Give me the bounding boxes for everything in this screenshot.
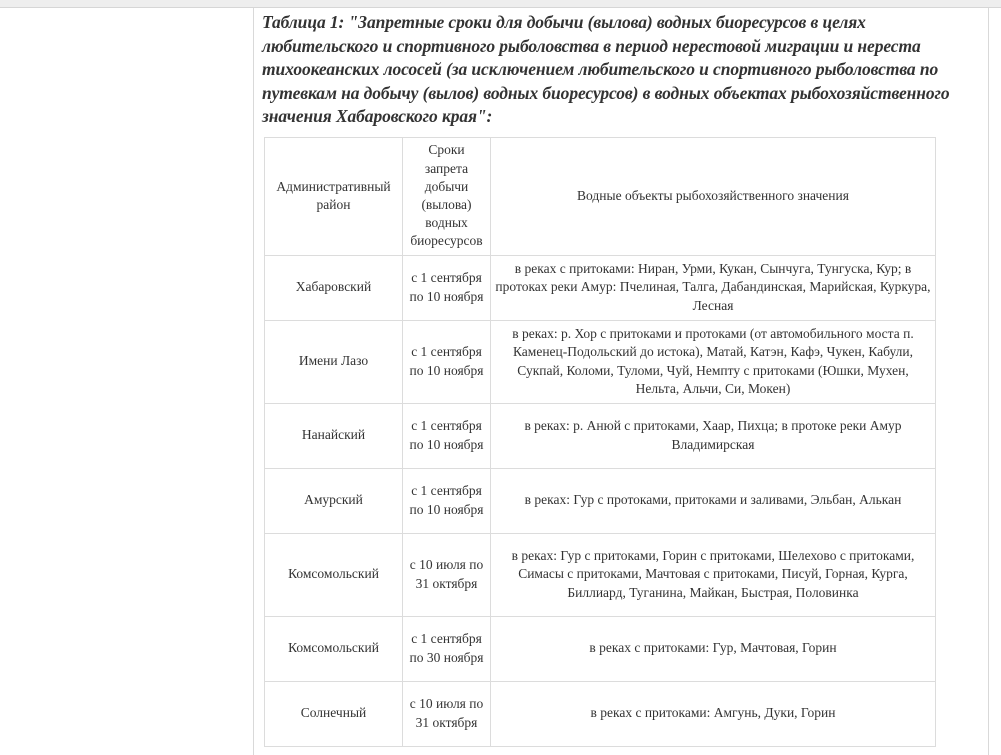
table-row (265, 468, 936, 533)
header-period: Сроки запрета добычи (вылова) водных биоресурсов (403, 137, 491, 255)
cell-period: с 1 сентября по 10 ноября (403, 468, 491, 533)
table-header-row (265, 137, 936, 255)
top-border (0, 0, 1001, 8)
cell-period: с 10 июля по 31 октября (403, 681, 491, 746)
cell-objects: в реках с притоками: Амгунь, Дуки, Горин (491, 681, 936, 746)
table-row (265, 681, 936, 746)
cell-district: Амурский (265, 468, 403, 533)
table-caption: Таблица 1: "Запретные сроки для добычи (вылова) водных биоресурсов в целях любительского и спортивного рыболовства в период нерестовой миграции и нереста тихоокеанских лососей (за исключением любительского и спортивного рыболовства по путевкам на добычу (вылов) водных биоресурсов) в водных объектах рыбохозяйственного значения Хабаровского края": (262, 12, 950, 126)
restrictions-table (264, 137, 936, 747)
table-row (265, 320, 936, 403)
cell-objects: в реках: Гур с протоками, притоками и заливами, Эльбан, Алькан (491, 468, 936, 533)
cell-objects: в реках с притоками: Ниран, Урми, Кукан, Сынчуга, Тунгуска, Кур; в протоках реки Амур: Пчелиная, Талга, Дабандинская, Марийская, Куркура, Лесная (491, 255, 936, 320)
cell-period: с 1 сентября по 10 ноября (403, 320, 491, 403)
table-row (265, 616, 936, 681)
cell-objects: в реках: р. Хор с притоками и протоками (от автомобильного моста п. Каменец-Подольский до истока), Матай, Катэн, Кафэ, Чукен, Кабули, Сукпай, Коломи, Туломи, Чуй, Немпту с притоками (Юшки, Мухен, Нельта, Альчи, Си, Мокен) (491, 320, 936, 403)
table-row (265, 533, 936, 616)
cell-district: Хабаровский (265, 255, 403, 320)
table-row (265, 403, 936, 468)
cell-district: Комсомольский (265, 533, 403, 616)
cell-objects: в реках с притоками: Гур, Мачтовая, Горин (491, 616, 936, 681)
article-content (262, 11, 980, 747)
cell-period: с 10 июля по 31 октября (403, 533, 491, 616)
cell-district: Солнечный (265, 681, 403, 746)
content-left-border (253, 8, 254, 755)
header-objects: Водные объекты рыбохозяйственного значения (491, 137, 936, 255)
cell-period: с 1 сентября по 10 ноября (403, 403, 491, 468)
cell-period: с 1 сентября по 10 ноября (403, 255, 491, 320)
cell-district: Комсомольский (265, 616, 403, 681)
content-right-border (988, 8, 989, 755)
cell-objects: в реках: р. Анюй с притоками, Хаар, Пихца; в протоке реки Амур Владимирская (491, 403, 936, 468)
table-row (265, 255, 936, 320)
cell-district: Имени Лазо (265, 320, 403, 403)
header-district: Административный район (265, 137, 403, 255)
cell-period: с 1 сентября по 30 ноября (403, 616, 491, 681)
cell-district: Нанайский (265, 403, 403, 468)
cell-objects: в реках: Гур с притоками, Горин с притоками, Шелехово с притоками, Симасы с притоками, Мачтовая с притоками, Писуй, Горная, Курга, Биллиард, Туганина, Майкан, Быстрая, Половинка (491, 533, 936, 616)
